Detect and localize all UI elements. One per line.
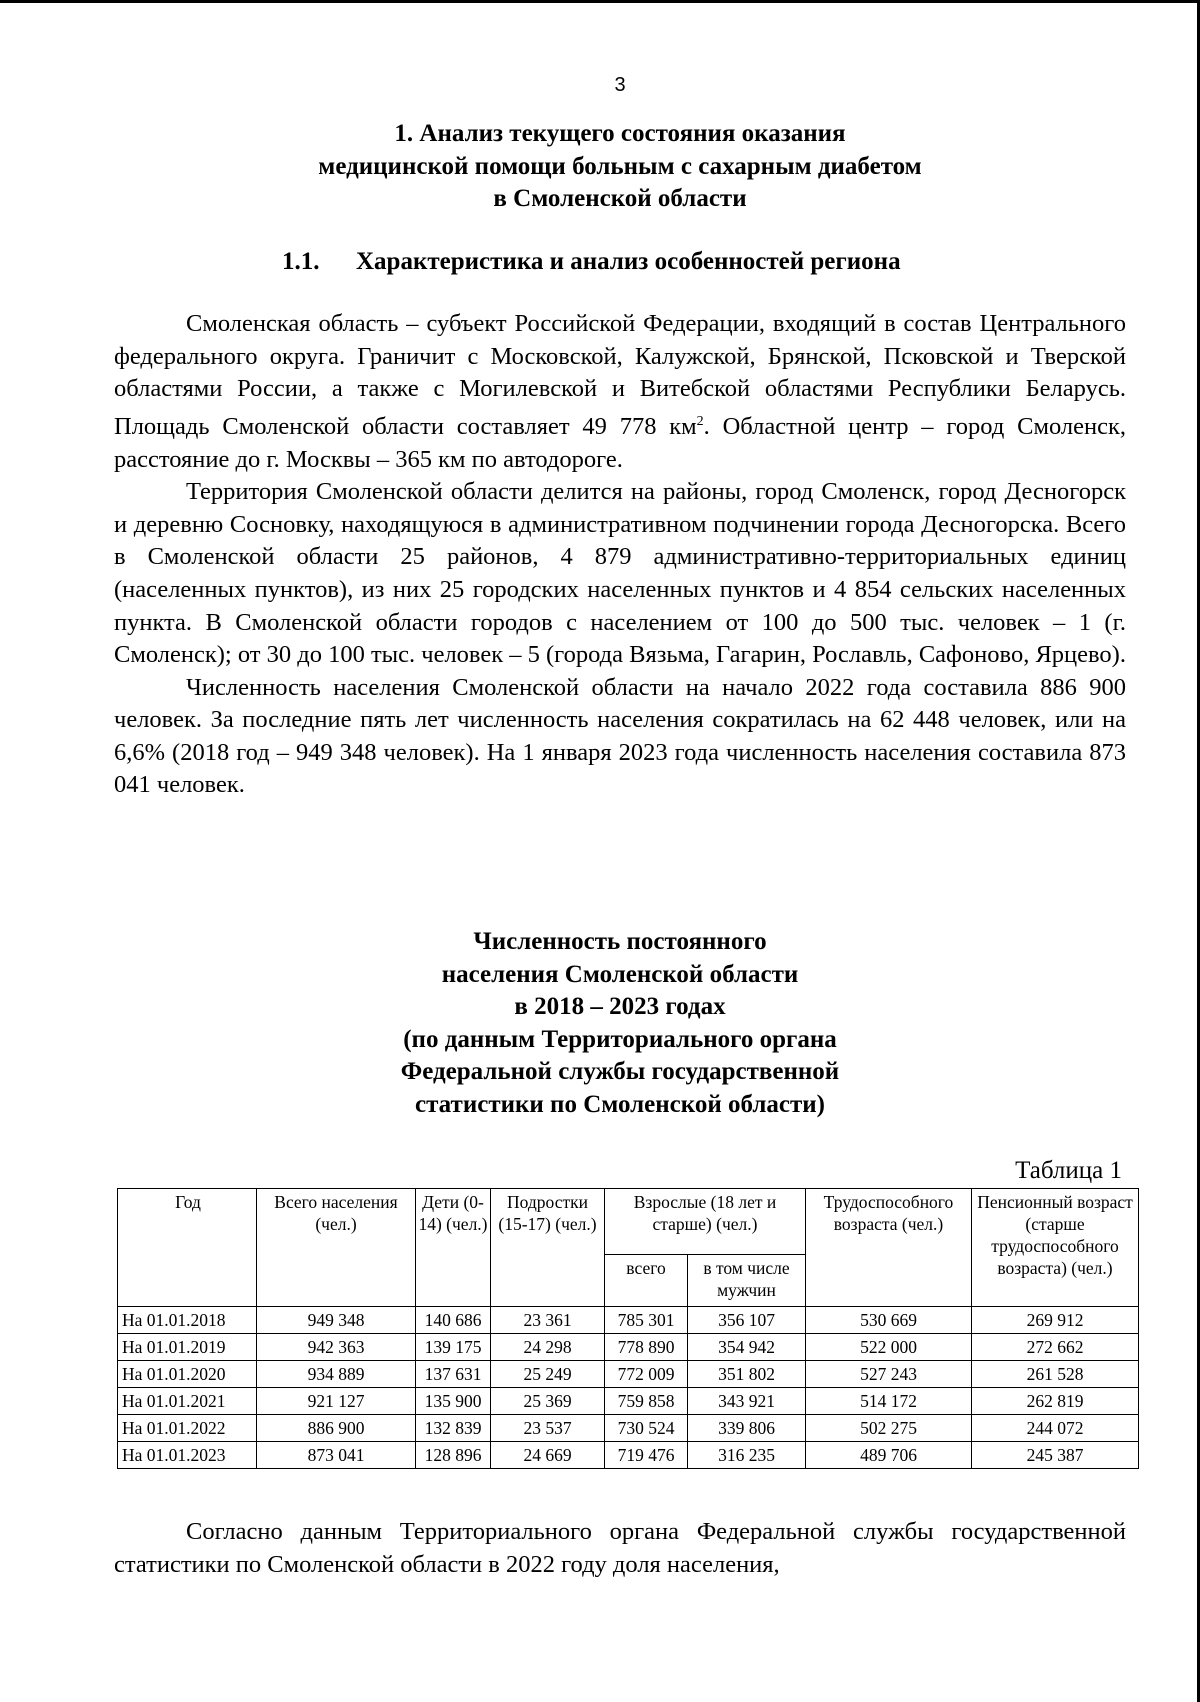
final-paragraph [114, 1516, 1126, 1581]
table-cell: 772 009 [605, 1361, 688, 1388]
table-cell: 934 889 [257, 1361, 416, 1388]
population-table [117, 1188, 1139, 1469]
table-cell: 356 107 [688, 1307, 806, 1334]
header-pension-age: Пенсионный возраст (старше трудоспособного возраста) (чел.) [972, 1189, 1139, 1307]
table-cell: 137 631 [416, 1361, 491, 1388]
caption-line: статистики по Смоленской области) [415, 1090, 825, 1118]
paragraph: Численность населения Смоленской области на начало 2022 года составила 886 900 человек. За последние пять лет численность населения сократилась на 62 448 человек, или на 6,6% (2018 год – 949 348 человек). На 1 января 2023 года численность населения составила 873 041 человек. [114, 673, 1126, 799]
table-cell: 24 298 [491, 1334, 605, 1361]
table-cell: 272 662 [972, 1334, 1139, 1361]
table-label: Таблица 1 [1015, 1157, 1122, 1184]
table-row [118, 1307, 1139, 1334]
table-cell: На 01.01.2022 [118, 1415, 257, 1442]
table-cell: 25 249 [491, 1361, 605, 1388]
table-cell: 730 524 [605, 1415, 688, 1442]
paragraph: Согласно данным Территориального органа Федеральной службы государственной статистики по Смоленской области в 2022 году доля населения, [114, 1518, 1126, 1578]
table-cell: 128 896 [416, 1442, 491, 1469]
caption-line: Численность постоянного [473, 928, 767, 955]
header-adults: Взрослые (18 лет и старше) (чел.) [605, 1189, 806, 1255]
table-cell: 785 301 [605, 1307, 688, 1334]
table-cell: 139 175 [416, 1334, 491, 1361]
table-cell: 759 858 [605, 1388, 688, 1415]
table-cell: 261 528 [972, 1361, 1139, 1388]
paragraph-text: Смоленская область – субъект Российской Федерации, входящий в состав Центрального федерального округа. Граничит с Московской, Калужской, Брянской, Псковской и Тверской областями России, а также с Могилевской и Витебской областями Республики Беларусь. Площадь Смоленской области составляет 49 778 км [114, 310, 1126, 440]
table-row [118, 1442, 1139, 1469]
table-row [118, 1415, 1139, 1442]
header-year: Год [118, 1189, 257, 1307]
page-number: 3 [614, 74, 626, 96]
table-cell: 343 921 [688, 1388, 806, 1415]
table-cell: 135 900 [416, 1388, 491, 1415]
table-row [118, 1388, 1139, 1415]
caption-line: (по данным Территориального органа [403, 1025, 837, 1053]
table-cell: 942 363 [257, 1334, 416, 1361]
caption-line: в 2018 – 2023 годах [514, 993, 726, 1021]
header-working-age: Трудоспособного возраста (чел.) [806, 1189, 972, 1307]
table-cell: 24 669 [491, 1442, 605, 1469]
paragraph-text: . Областной центр – город Смоленск, расстояние до г. Москвы – 365 км по автодороге. [114, 412, 1126, 473]
section-title: Характеристика и анализ особенностей региона [356, 248, 901, 275]
table-cell: 527 243 [806, 1361, 972, 1388]
table-cell: 522 000 [806, 1334, 972, 1361]
title-line: медицинской помощи больным с сахарным диабетом [318, 152, 922, 180]
table-cell: 778 890 [605, 1334, 688, 1361]
table-cell: 339 806 [688, 1415, 806, 1442]
superscript: 2 [696, 413, 704, 429]
table-cell: 514 172 [806, 1388, 972, 1415]
scan-border-top [0, 0, 1200, 3]
caption-line: Федеральной службы государственной [400, 1058, 840, 1086]
chapter-title [114, 118, 1126, 216]
section-heading [282, 248, 901, 276]
table-cell: 886 900 [257, 1415, 416, 1442]
table-cell: 316 235 [688, 1442, 806, 1469]
table-cell: 719 476 [605, 1442, 688, 1469]
table-row [118, 1334, 1139, 1361]
table-cell: На 01.01.2023 [118, 1442, 257, 1469]
table-cell: 351 802 [688, 1361, 806, 1388]
table-cell: На 01.01.2021 [118, 1388, 257, 1415]
table-cell: 530 669 [806, 1307, 972, 1334]
section-number: 1.1. [282, 248, 320, 275]
title-line: 1. Анализ текущего состояния оказания [394, 120, 846, 147]
header-teens: Подростки (15-17) (чел.) [491, 1189, 605, 1307]
table-cell: 873 041 [257, 1442, 416, 1469]
table-cell: 245 387 [972, 1442, 1139, 1469]
header-adults-men: в том числе мужчин [688, 1255, 806, 1307]
header-total: Всего населения (чел.) [257, 1189, 416, 1307]
caption-line: населения Смоленской области [441, 960, 799, 988]
table-cell: 489 706 [806, 1442, 972, 1469]
table-cell: 23 361 [491, 1307, 605, 1334]
table-cell: На 01.01.2019 [118, 1334, 257, 1361]
table-cell: 132 839 [416, 1415, 491, 1442]
paragraph: Территория Смоленской области делится на районы, город Смоленск, город Десногорск и деревню Сосновку, находящуюся в административном подчинении города Десногорска. Всего в Смоленской области 25 районов, 4 879 административно-территориальных единиц (населенных пунктов), из них 25 городских населенных пунктов и 4 854 сельских населенных пункта. В Смоленской области городов с населением от 100 до 500 тыс. человек – 1 (г. Смоленск); от 30 до 100 тыс. человек – 5 (города Вязьма, Гагарин, Рославль, Сафоново, Ярцево). [114, 478, 1126, 669]
body-text [114, 308, 1126, 802]
table-cell: 140 686 [416, 1307, 491, 1334]
header-adults-total: всего [605, 1255, 688, 1307]
table-cell: 25 369 [491, 1388, 605, 1415]
table-cell: 23 537 [491, 1415, 605, 1442]
table-row [118, 1361, 1139, 1388]
table-cell: На 01.01.2020 [118, 1361, 257, 1388]
table-caption [114, 926, 1126, 1122]
title-line: в Смоленской области [493, 185, 747, 212]
table-cell: 262 819 [972, 1388, 1139, 1415]
table-cell: 921 127 [257, 1388, 416, 1415]
header-children: Дети (0-14) (чел.) [416, 1189, 491, 1307]
table-cell: 244 072 [972, 1415, 1139, 1442]
paragraph [114, 308, 1126, 476]
table-cell: 949 348 [257, 1307, 416, 1334]
table-cell: На 01.01.2018 [118, 1307, 257, 1334]
table-cell: 269 912 [972, 1307, 1139, 1334]
table-cell: 502 275 [806, 1415, 972, 1442]
table-cell: 354 942 [688, 1334, 806, 1361]
